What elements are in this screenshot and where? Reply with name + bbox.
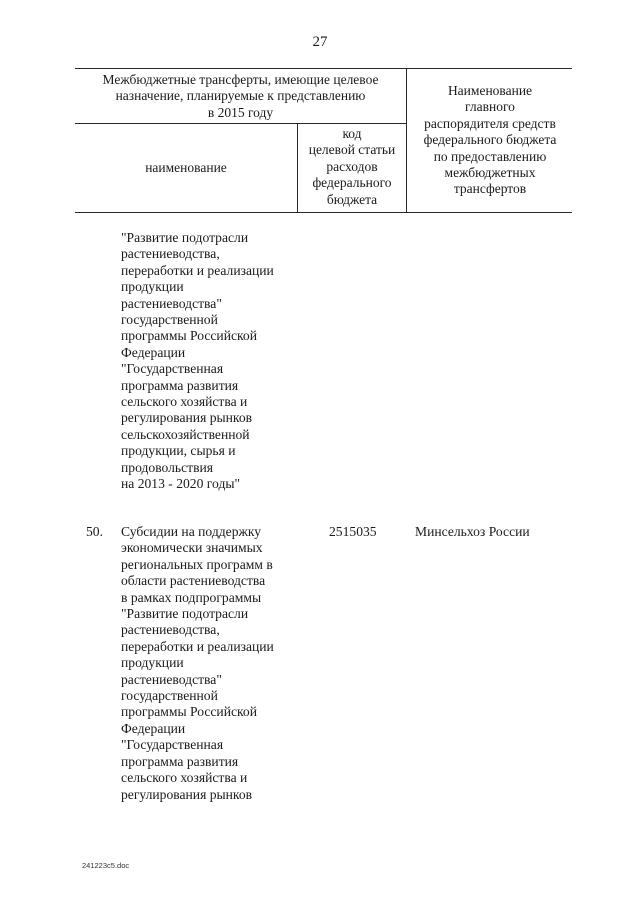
header-column-code: код целевой статьи расходов федерального бюджета: [308, 126, 396, 207]
header-divider-admin: [406, 68, 407, 212]
document-filename: 241223c5.doc: [82, 861, 130, 870]
header-top-rule: [75, 68, 572, 69]
header-group-title: Межбюджетные трансферты, имеющие целевое назначение, планируемые к представлению в 2015 году: [102, 72, 379, 120]
row-code: 2515035: [329, 524, 377, 539]
header-column-admin: Наименование главного распорядителя средств федерального бюджета по предоставлению межбюджетных трансфертов: [423, 83, 557, 197]
row-number: 50.: [86, 524, 103, 539]
header-group-rule: [75, 123, 406, 124]
row-name: Субсидии на поддержку экономически значимых региональных программ в области растениеводства в рамках подпрограммы "Развитие подотрасли растениеводства, переработки и реализации продукции растениеводства" государственной программы Российской Федерации "Государственная программа развития сельского хозяйства и регулирования рынков: [121, 524, 274, 802]
row-name: "Развитие подотрасли растениеводства, переработки и реализации продукции растениеводства" государственной программы Российской Федерации "Государственная программа развития сельского хозяйства и регулирования рынков сельскохозяйственной продукции, сырья и продовольствия на 2013 - 2020 годы": [121, 230, 274, 492]
header-column-name: наименование: [145, 160, 227, 175]
header-divider-code: [297, 123, 298, 212]
page-number: 27: [312, 34, 328, 50]
row-admin: Минсельхоз России: [415, 524, 530, 539]
header-bottom-rule: [75, 212, 572, 213]
